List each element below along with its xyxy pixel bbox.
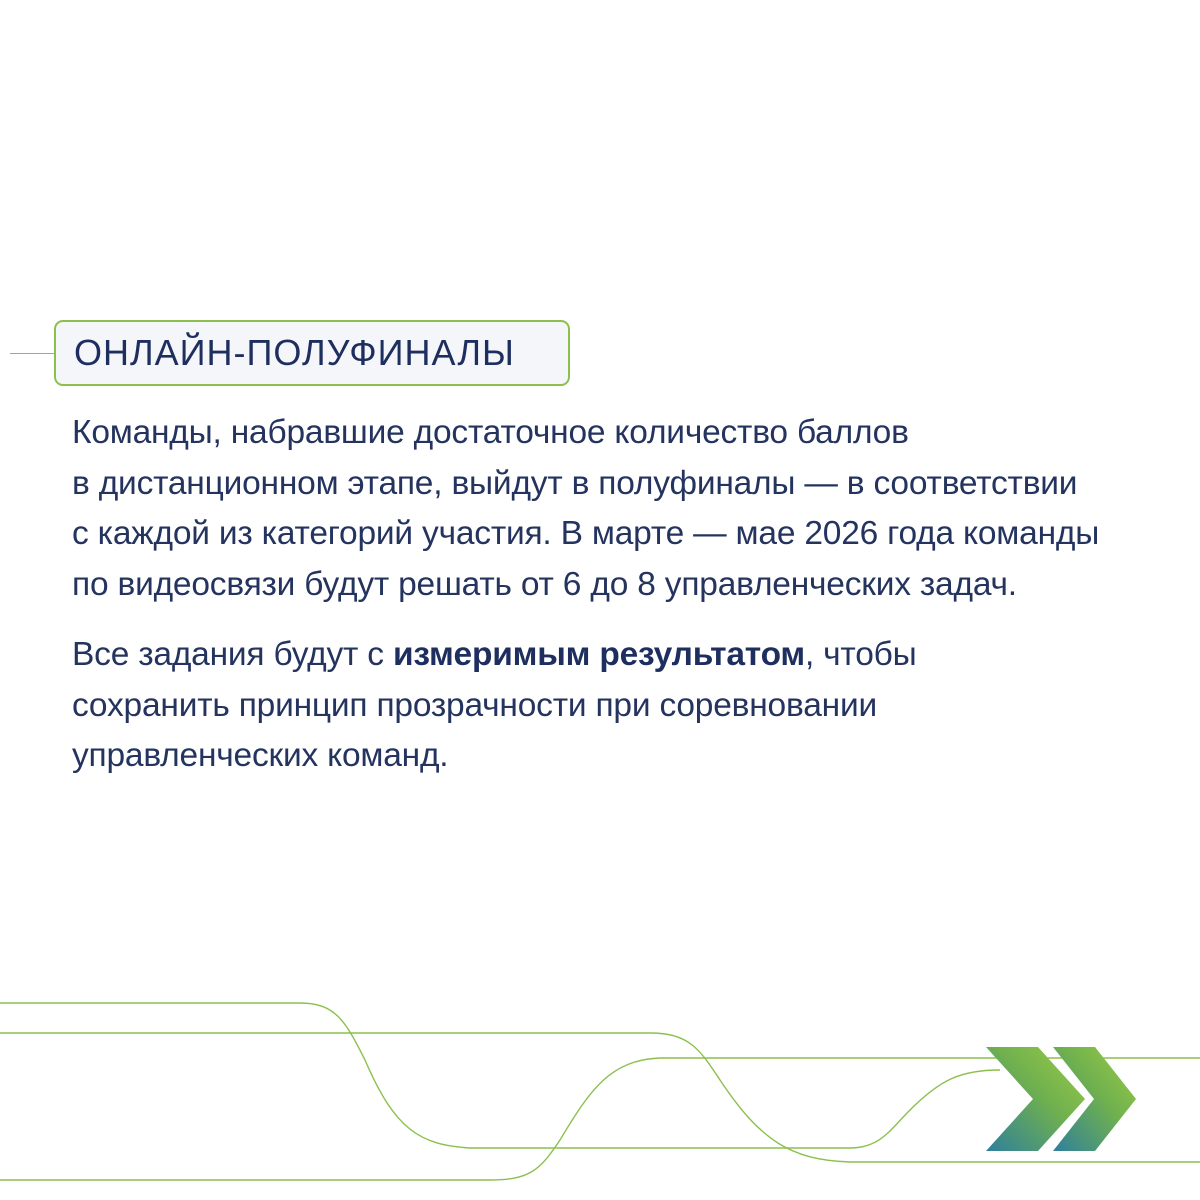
paragraph-line: в дистанционном этапе, выйдут в полуфиналы — в соответствии: [72, 464, 1078, 502]
text-segment: Все задания будут с: [72, 636, 393, 673]
paragraph-line: сохранить принцип прозрачности при соревновании: [72, 686, 877, 724]
text-segment: , чтобы: [804, 636, 917, 673]
double-chevron-right-icon: [986, 1047, 1136, 1151]
section-title: ОНЛАЙН-ПОЛУФИНАЛЫ: [74, 332, 515, 373]
paragraph-line: с каждой из категорий участия. В марте — мае 2026 года команды: [72, 515, 1100, 552]
emphasis-text: измеримым результатом: [392, 636, 805, 673]
paragraph-line: по видеосвязи будут решать от 6 до 8 управленческих задач.: [72, 565, 1017, 603]
paragraph-line: Команды, набравшие достаточное количество баллов: [72, 414, 909, 451]
wave-lines: [0, 1003, 1200, 1180]
paragraph-line: управленческих команд.: [72, 737, 449, 774]
